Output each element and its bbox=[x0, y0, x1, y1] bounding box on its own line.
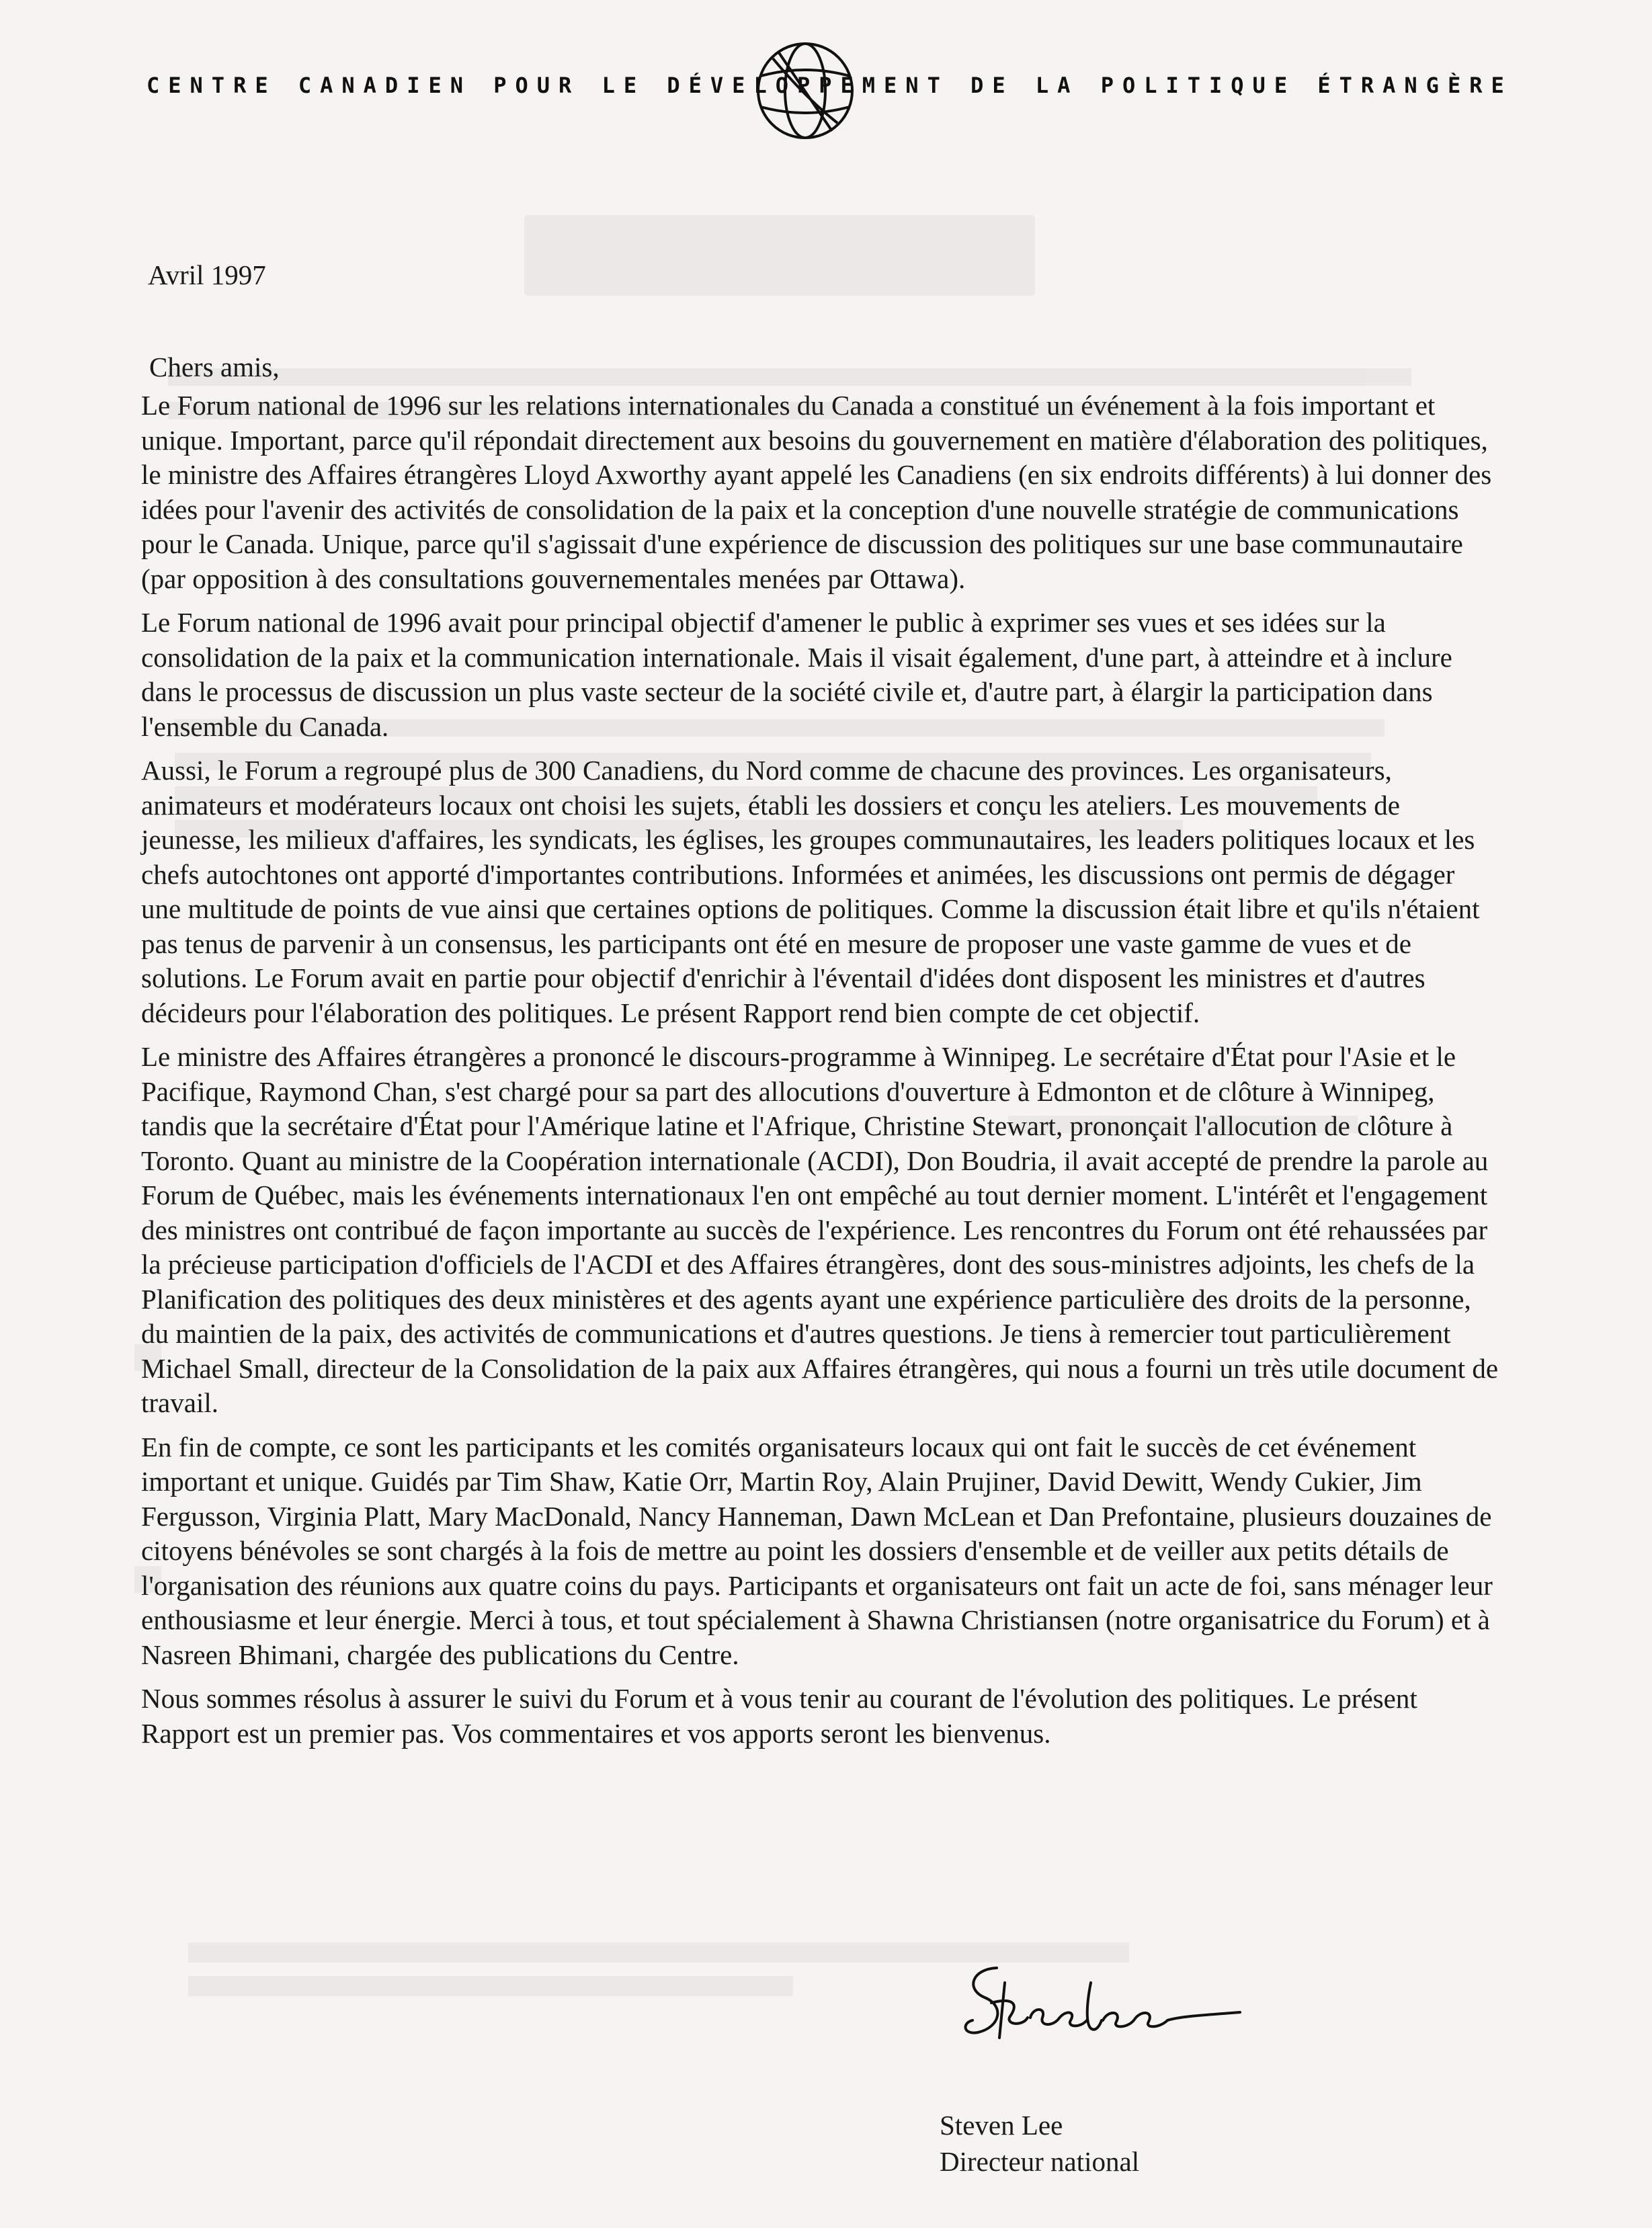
letter-date: Avril 1997 bbox=[148, 259, 266, 290]
paragraph: Nous sommes résolus à assurer le suivi du Forum et à vous tenir au courant de l'évolution des politiques. Le présent Rapport est un premier pas. Vos commentaires et vos apports seront les bienvenus. bbox=[141, 1683, 1417, 1749]
paragraph: Le ministre des Affaires étrangères a prononcé le discours-programme à Winnipeg. Le secrétaire d'État pour l'Asie et le Pacifique, Raymond Chan, s'est chargé pour sa part des allocutions d'ouverture à Edmonton et de clôture à Winnipeg, tandis que la secrétaire d'État pour l'Amérique latine et l'Afrique, Christine Stewart, prononçait l'allocution de clôture à Toronto. Quant au ministre de la Coopération internationale (ACDI), Don Boudria, il avait accepté de prendre la parole au Forum de Québec, mais les événements internationaux l'en ont empêché au tout dernier moment. L'intérêt et l'engagement des ministres ont contribué de façon importante au succès de l'expérience. Les rencontres du Forum ont été rehaussées par la précieuse participation d'officiels de l'ACDI et des Affaires étrangères, dont des sous-ministres adjoints, les chefs de la Planification des politiques des deux ministères et des agents ayant une expérience particulière des droits de la personne, du maintien de la paix, des activités de communications et d'autres questions. Je tiens à remercier tout particulièrement Michael Small, directeur de la Consolidation de la paix aux Affaires étrangères, qui nous a fourni un très utile document de travail. bbox=[141, 1041, 1499, 1418]
paragraph: Le Forum national de 1996 avait pour principal objectif d'amener le public à exprimer ses vues et ses idées sur la consolidation de la paix et la communication internationale. Mais il visait également, d'une part, à atteindre et à inclure dans le processus de discussion un plus vaste secteur de la société civile et, d'autre part, à élargir la participation dans l'ensemble du Canada. bbox=[141, 607, 1452, 742]
handwritten-signature bbox=[958, 1963, 1247, 2050]
globe-logo-icon bbox=[751, 37, 859, 145]
letter-body bbox=[141, 388, 1499, 1760]
signer-title: Directeur national bbox=[940, 2146, 1140, 2177]
salutation: Chers amis, bbox=[149, 352, 280, 382]
paragraph: En fin de compte, ce sont les participants et les comités organisateurs locaux qui ont fait le succès de cet événement important et unique. Guidés par Tim Shaw, Katie Orr, Martin Roy, Alain Prujiner, David Dewitt, Wendy Cukier, Jim Fergusson, Virginia Platt, Mary MacDonald, Nancy Hanneman, Dawn McLean et Dan Prefontaine, plusieurs douzaines de citoyens bénévoles se sont chargés à la fois de mettre au point les dossiers d'ensemble et de veiller aux petits détails de l'organisation des réunions aux quatre coins du pays. Participants et organisateurs ont fait un acte de foi, sans ménager leur enthousiasme et leur énergie. Merci à tous, et tout spécialement à Shawna Christiansen (notre organisatrice du Forum) et à Nasreen Bhimani, chargée des publications du Centre. bbox=[141, 1431, 1493, 1670]
paragraph: Le Forum national de 1996 sur les relations internationales du Canada a constitué un événement à la fois important et unique. Important, parce qu'il répondait directement aux besoins du gouvernement en matière d'élaboration des politiques, le ministre des Affaires étrangères Lloyd Axworthy ayant appelé les Canadiens (en six endroits différents) à lui donner des idées pour l'avenir des activités de consolidation de la paix et la conception d'une nouvelle stratégie de communications pour le Canada. Unique, parce qu'il s'agissait d'une expérience de discussion des politiques sur une base communautaire (par opposition à des consultations gouvernementales menées par Ottawa). bbox=[141, 390, 1492, 594]
signer-name: Steven Lee bbox=[940, 2110, 1063, 2141]
paragraph: Aussi, le Forum a regroupé plus de 300 Canadiens, du Nord comme de chacune des provinces. Les organisateurs, animateurs et modérateurs locaux ont choisi les sujets, établi les dossiers et conçu les ateliers. Les mouvements de jeunesse, les milieux d'affaires, les syndicats, les églises, les groupes communautaires, les leaders politiques locaux et les chefs autochtones ont apporté d'importantes contributions. Informées et animées, les discussions ont permis de dégager une multitude de points de vue ainsi que certaines options de politiques. Comme la discussion était libre et qu'ils n'étaient pas tenus de parvenir à un consensus, les participants ont été en mesure de proposer une vaste gamme de vues et de solutions. Le Forum avait en partie pour objectif d'enrichir à l'éventail d'idées dont disposent les ministres et d'autres décideurs pour l'élaboration des politiques. Le présent Rapport rend bien compte de cet objectif. bbox=[141, 755, 1480, 1028]
organization-header: CENTRE CANADIEN POUR LE DÉVELOPPEMENT DE LA POLITIQUE ÉTRANGÈRE bbox=[147, 73, 1513, 98]
